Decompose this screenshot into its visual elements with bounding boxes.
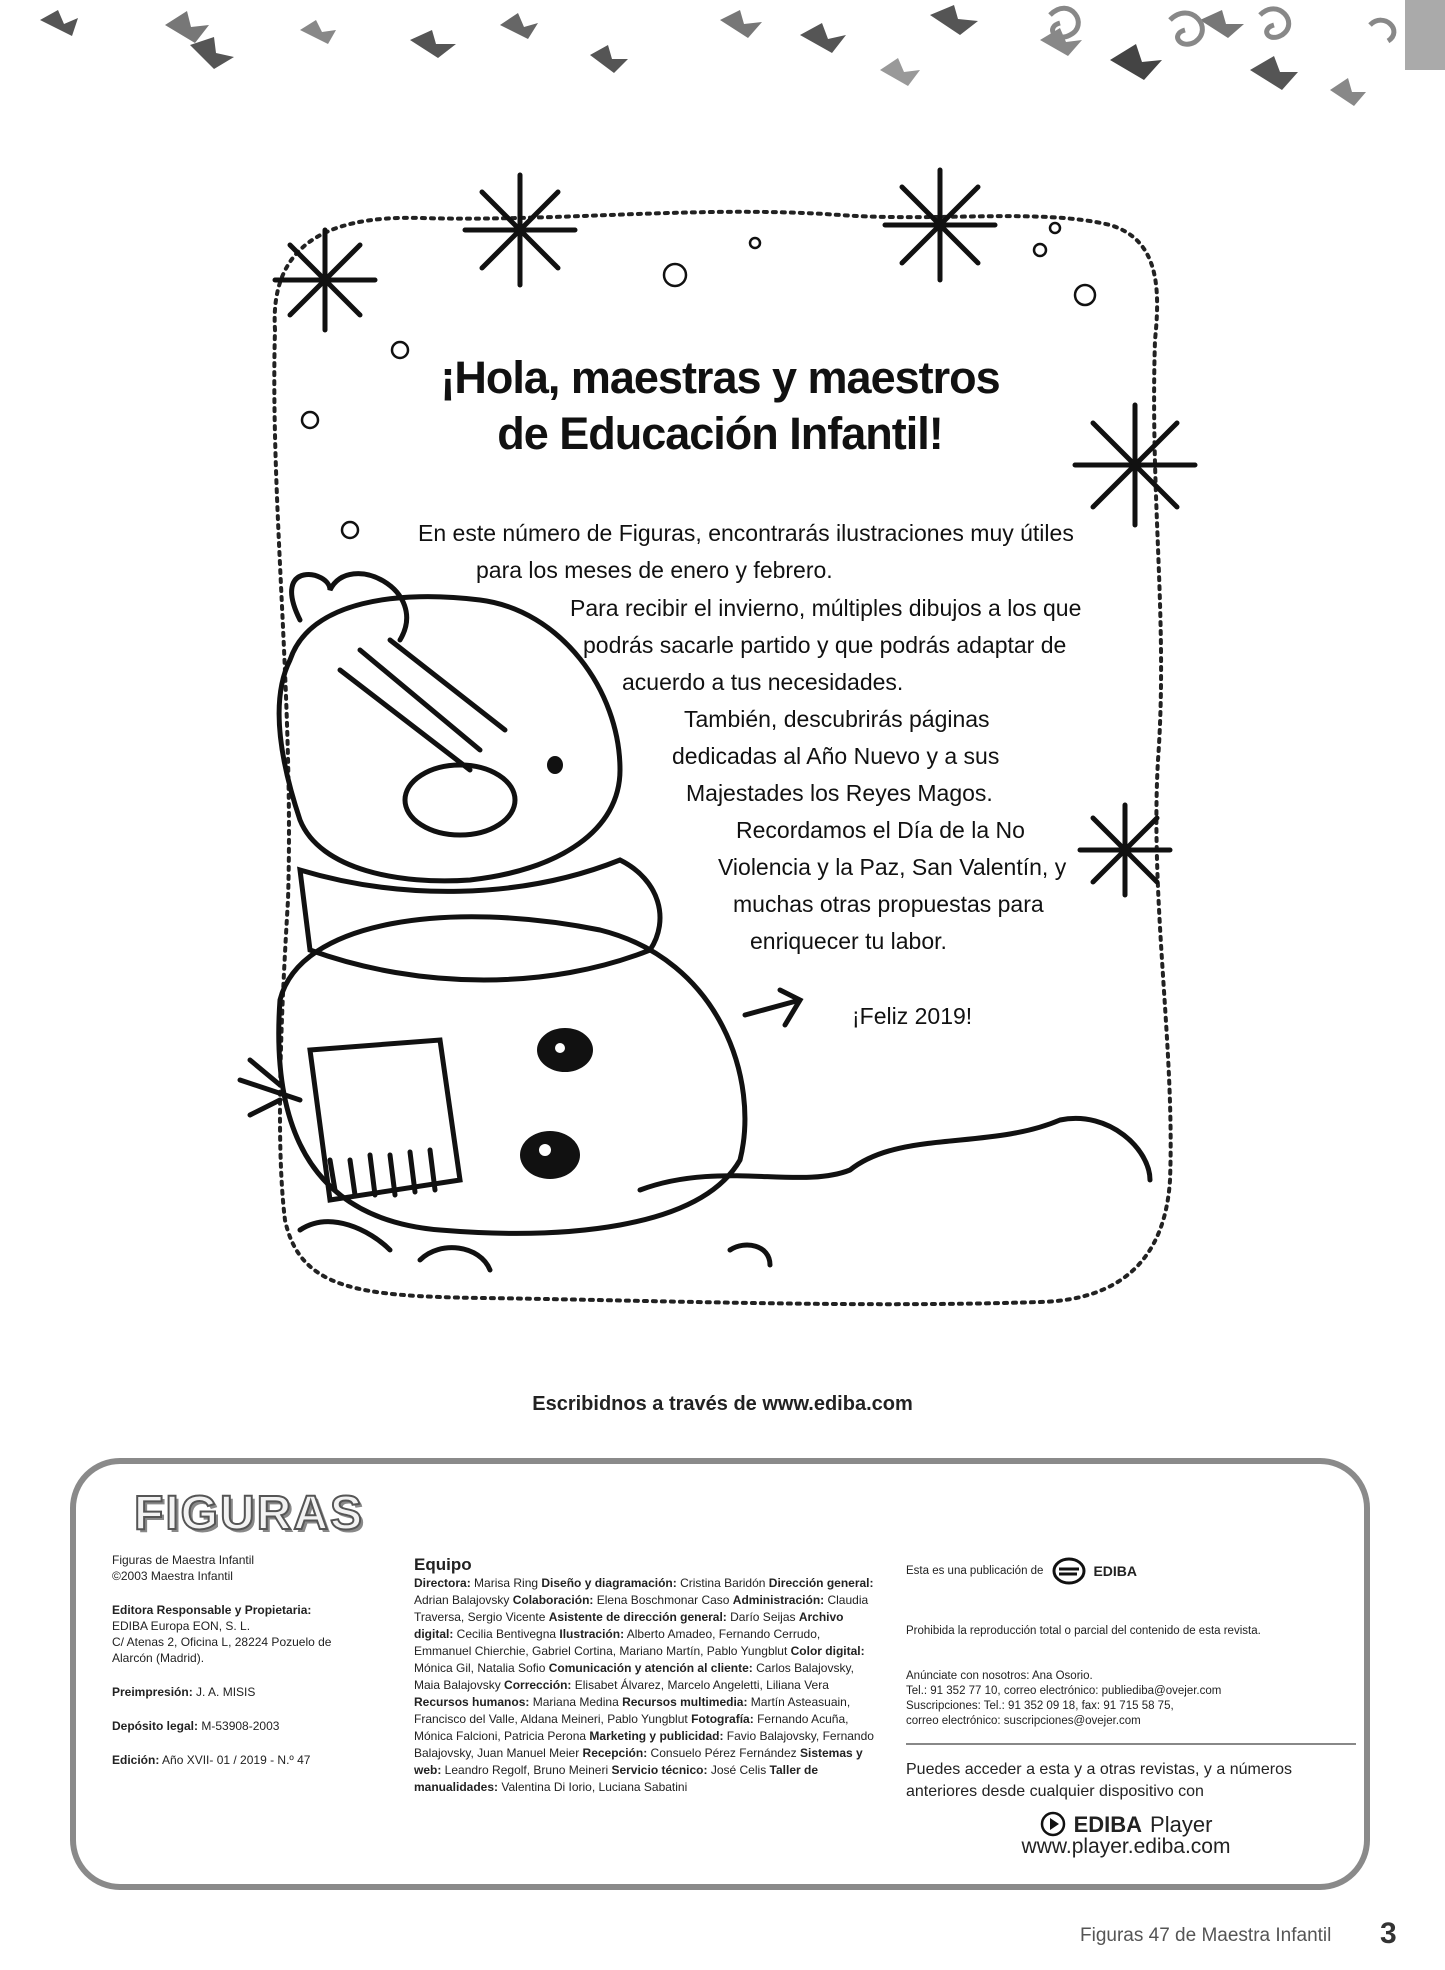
greeting-title-line1: ¡Hola, maestras y maestros bbox=[440, 352, 1000, 403]
greeting-title bbox=[380, 350, 1060, 462]
credit-names: Darío Seijas bbox=[726, 1610, 799, 1624]
page-footer bbox=[1080, 1917, 1400, 1950]
credits-paragraph bbox=[414, 1575, 874, 1796]
credit-role: Recepción: bbox=[582, 1746, 648, 1760]
prepress-value: J. A. MISIS bbox=[196, 1685, 256, 1699]
credits-box bbox=[70, 1458, 1370, 1890]
body-line: para los meses de enero y febrero. bbox=[476, 557, 833, 583]
credit-role: Ilustración: bbox=[559, 1627, 625, 1641]
credit-role: Recursos humanos: bbox=[414, 1695, 530, 1709]
body-line: muchas otras propuestas para bbox=[733, 891, 1044, 917]
rights-notice: Prohibida la reproducción total o parcial del contenido de esta revista. bbox=[906, 1625, 1261, 1637]
ads-line: Anúnciate con nosotros: Ana Osorio. bbox=[906, 1670, 1093, 1682]
credit-names: Consuelo Pérez Fernández bbox=[647, 1746, 800, 1760]
credit-names: Mónica Gil, Natalia Sofio bbox=[414, 1661, 549, 1675]
body-line: Para recibir el invierno, múltiples dibujos a los que bbox=[570, 595, 1082, 621]
publisher-name: EDIBA Europa EON, S. L. bbox=[112, 1619, 251, 1633]
body-line: Violencia y la Paz, San Valentín, y bbox=[718, 854, 1067, 880]
divider bbox=[906, 1743, 1356, 1745]
prepress-label: Preimpresión: bbox=[112, 1685, 193, 1699]
credit-role: Colaboración: bbox=[512, 1593, 594, 1607]
publisher-contact bbox=[906, 1556, 1346, 1858]
credit-names: Leandro Regolf, Bruno Meineri bbox=[441, 1763, 612, 1777]
body-line: acuerdo a tus necesidades. bbox=[622, 669, 904, 695]
publisher-address: C/ Atenas 2, Oficina L, 28224 Pozuelo de Alarcón (Madrid). bbox=[112, 1635, 332, 1665]
magazine-title: Figuras 47 de Maestra Infantil bbox=[1080, 1925, 1332, 1946]
credit-names: Favio Balajovsky, Fernando Balajovsky, Juan Manuel Meier bbox=[414, 1729, 874, 1760]
credit-role: Corrección: bbox=[504, 1678, 572, 1692]
ediba-logo bbox=[1051, 1556, 1137, 1586]
team-credits bbox=[414, 1556, 874, 1796]
sign-off: ¡Feliz 2019! bbox=[852, 1003, 973, 1029]
body-line: Recordamos el Día de la No bbox=[736, 817, 1025, 843]
ediba-logo-text: EDIBA bbox=[1093, 1562, 1138, 1579]
body-line: También, descubrirás páginas bbox=[684, 706, 990, 732]
page-number: 3 bbox=[1380, 1917, 1397, 1950]
credit-role: Color digital: bbox=[790, 1644, 865, 1658]
credit-names: Elisabet Álvarez, Marcelo Angeletti, Liliana Vera bbox=[571, 1678, 829, 1692]
figuras-logo: FIGURAS bbox=[134, 1487, 364, 1540]
edition-label: Edición: bbox=[112, 1753, 160, 1767]
credit-role: Dirección general: bbox=[768, 1576, 874, 1590]
credit-names: Carlos Balajovsky, Maia Balajovsky bbox=[414, 1661, 854, 1692]
credit-role: Archivo digital: bbox=[414, 1610, 844, 1641]
publication-info bbox=[112, 1552, 362, 1786]
team-heading: Equipo bbox=[414, 1555, 472, 1574]
credit-names: José Celis bbox=[707, 1763, 770, 1777]
deposit-label: Depósito legal: bbox=[112, 1719, 199, 1733]
credit-names: Mariana Medina bbox=[529, 1695, 623, 1709]
credit-names: Alberto Amadeo, Fernando Cerrudo, Emmanuel Chierchie, Gabriel Cortina, Mariano Martín, Pablo Yungblut bbox=[414, 1627, 821, 1658]
credit-role: Diseño y diagramación: bbox=[541, 1576, 677, 1590]
credit-names: Cecilia Bentivegna bbox=[453, 1627, 560, 1641]
advertising-contact bbox=[906, 1669, 1346, 1729]
credit-role: Directora: bbox=[414, 1576, 471, 1590]
credit-names: Fernando Acuña, Mónica Falcioni, Patricia Perona bbox=[414, 1712, 849, 1743]
ediba-player-link[interactable] bbox=[906, 1811, 1346, 1837]
edition-value: Año XVII- 01 / 2019 - N.º 47 bbox=[162, 1753, 311, 1767]
player-word: Player bbox=[1150, 1811, 1213, 1837]
info-line: ©2003 Maestra Infantil bbox=[112, 1569, 233, 1583]
ads-line: correo electrónico: suscripciones@ovejer.com bbox=[906, 1715, 1141, 1727]
info-line: Figuras de Maestra Infantil bbox=[112, 1553, 255, 1567]
publisher-label: Editora Responsable y Propietaria: bbox=[112, 1603, 312, 1617]
credit-names: Cristina Baridón bbox=[676, 1576, 769, 1590]
access-text: Puedes acceder a esta y a otras revistas, y a números anteriores desde cualquier dispositivo con bbox=[906, 1761, 1292, 1800]
ediba-logo-icon bbox=[1051, 1556, 1087, 1586]
body-line: dedicadas al Año Nuevo y a sus bbox=[672, 743, 1000, 769]
body-line: enriquecer tu labor. bbox=[750, 928, 947, 954]
credit-role: Servicio técnico: bbox=[611, 1763, 708, 1777]
body-line: podrás sacarle partido y que podrás adaptar de bbox=[583, 632, 1067, 658]
player-url[interactable]: www.player.ediba.com bbox=[1021, 1835, 1231, 1858]
credit-names: Claudia Traversa, Sergio Vicente bbox=[414, 1593, 869, 1624]
ads-line: Suscripciones: Tel.: 91 352 09 18, fax: 91 715 58 75, bbox=[906, 1700, 1174, 1712]
credit-role: Administración: bbox=[732, 1593, 825, 1607]
credit-names: Martín Asteasuain, Francisco del Valle, Aldana Meineri, Pablo Yungblut bbox=[414, 1695, 851, 1726]
body-line: Majestades los Reyes Magos. bbox=[686, 780, 993, 806]
contact-line: Escribidnos a través de www.ediba.com bbox=[532, 1393, 913, 1415]
credit-role: Taller de manualidades: bbox=[414, 1763, 818, 1794]
play-icon bbox=[1040, 1811, 1066, 1837]
greeting-title-line2: de Educación Infantil! bbox=[497, 408, 943, 459]
player-brand: EDIBA bbox=[1073, 1811, 1143, 1837]
ads-line: Tel.: 91 352 77 10, correo electrónico: publiediba@ovejer.com bbox=[906, 1685, 1222, 1697]
credit-role: Fotografía: bbox=[691, 1712, 754, 1726]
credit-names: Valentina Di Iorio, Luciana Sabatini bbox=[498, 1780, 688, 1794]
credit-role: Marketing y publicidad: bbox=[589, 1729, 724, 1743]
credit-role: Comunicación y atención al cliente: bbox=[548, 1661, 753, 1675]
body-line: En este número de Figuras, encontrarás ilustraciones muy útiles bbox=[418, 520, 1074, 546]
credit-names: Elena Boschmonar Caso bbox=[593, 1593, 733, 1607]
credit-names: Adrian Balajovsky bbox=[414, 1593, 513, 1607]
credit-role: Recursos multimedia: bbox=[622, 1695, 748, 1709]
credit-role: Sistemas y web: bbox=[414, 1746, 863, 1777]
deposit-value: M-53908-2003 bbox=[201, 1719, 280, 1733]
publication-label: Esta es una publicación de bbox=[906, 1564, 1044, 1577]
credit-role: Asistente de dirección general: bbox=[548, 1610, 727, 1624]
credit-names: Marisa Ring bbox=[470, 1576, 542, 1590]
